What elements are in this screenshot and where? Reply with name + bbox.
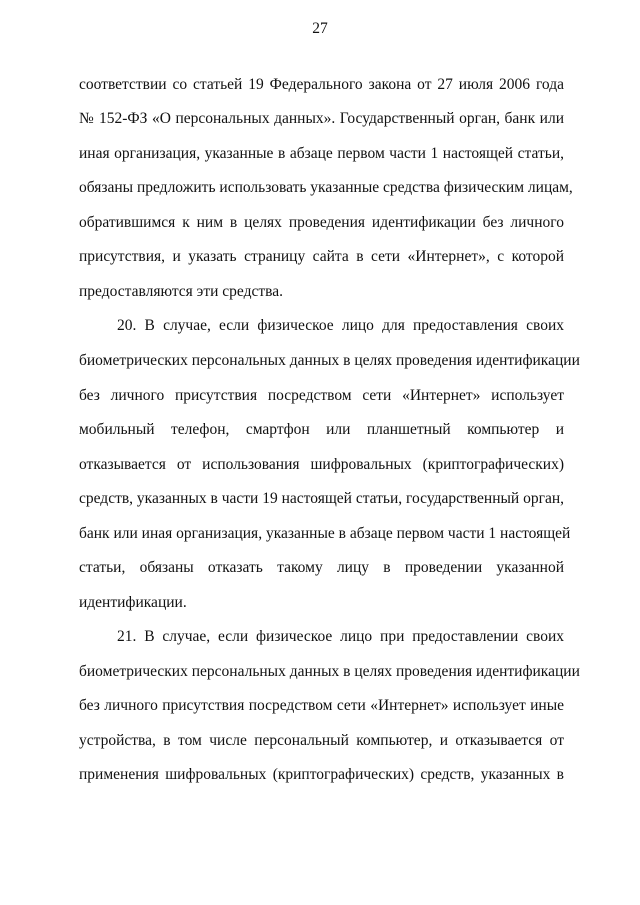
text-line: № 152-ФЗ «О персональных данных». Государственный орган, банк или (79, 110, 564, 127)
text-line: статьи, обязаны отказать такому лицу в проведении указанной (79, 559, 564, 576)
text-line: без личного присутствия посредством сети «Интернет» использует иные (79, 697, 564, 714)
text-line: идентификации. (79, 594, 187, 611)
text-line: обратившимся к ним в целях проведения идентификации без личного (79, 214, 564, 231)
text-line: устройства, в том числе персональный компьютер, и отказывается от (79, 732, 564, 749)
text-line: обязаны предложить использовать указанные средства физическим лицам, (79, 179, 573, 196)
text-line: биометрических персональных данных в целях проведения идентификации (79, 663, 580, 680)
text-line: без личного присутствия посредством сети «Интернет» использует (79, 387, 564, 404)
text-line: иная организация, указанные в абзаце первом части 1 настоящей статьи, (79, 145, 564, 162)
text-line: биометрических персональных данных в целях проведения идентификации (79, 352, 580, 369)
paragraph-20-first-line: 20. В случае, если физическое лицо для предоставления своих (117, 317, 564, 334)
text-line: предоставляются эти средства. (79, 283, 283, 300)
text-line: отказывается от использования шифровальных (криптографических) (79, 456, 564, 473)
text-line: присутствия, и указать страницу сайта в сети «Интернет», с которой (79, 248, 564, 265)
text-line: соответствии со статьей 19 Федерального закона от 27 июля 2006 года (79, 76, 564, 93)
text-line: мобильный телефон, смартфон или планшетный компьютер и (79, 421, 564, 438)
paragraph-21-first-line: 21. В случае, если физическое лицо при предоставлении своих (117, 628, 564, 645)
text-line: применения шифровальных (криптографических) средств, указанных в (79, 766, 564, 783)
page-number: 27 (312, 20, 328, 37)
text-line: банк или иная организация, указанные в абзаце первом части 1 настоящей (79, 525, 571, 542)
text-line: средств, указанных в части 19 настоящей статьи, государственный орган, (79, 490, 564, 507)
